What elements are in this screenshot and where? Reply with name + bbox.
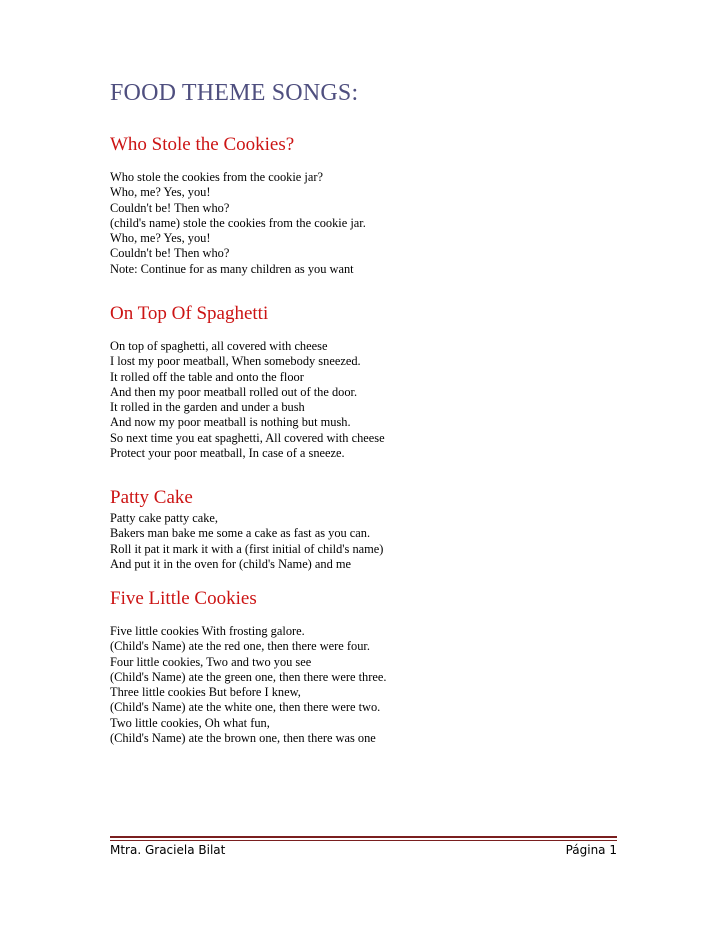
footer-author: Mtra. Graciela Bilat: [110, 843, 226, 857]
lyrics: [110, 511, 383, 572]
lyric-line: (Child's Name) ate the green one, then there were three.: [110, 669, 387, 684]
lyric-line: Two little cookies, Oh what fun,: [110, 715, 270, 730]
lyric-line: On top of spaghetti, all covered with cheese: [110, 339, 328, 353]
lyric-line: It rolled off the table and onto the floor: [110, 369, 304, 384]
footer-rule-thin: [110, 840, 617, 841]
lyrics: [110, 170, 366, 277]
lyric-line: And put it in the oven for (child's Name) and me: [110, 556, 352, 571]
lyric-line: (Child's Name) ate the white one, then there were two.: [110, 700, 381, 715]
lyric-line: (Child's Name) ate the brown one, then there was one: [110, 731, 376, 746]
lyric-line: Patty cake patty cake,: [110, 511, 219, 525]
lyric-line: Couldn't be! Then who?: [110, 246, 230, 261]
lyrics: [110, 624, 386, 746]
section-title: On Top Of Spaghetti: [110, 303, 269, 324]
lyric-line: Who stole the cookies from the cookie jar?: [110, 170, 323, 184]
lyric-line: Five little cookies With frosting galore.: [110, 624, 305, 638]
lyric-line: And then my poor meatball rolled out of the door.: [110, 384, 358, 399]
lyric-line: (child's name) stole the cookies from the cookie jar.: [110, 215, 366, 230]
lyric-line: Protect your poor meatball, In case of a sneeze.: [110, 446, 345, 461]
lyric-line: I lost my poor meatball, When somebody sneezed.: [110, 354, 361, 369]
lyric-line: Note: Continue for as many children as you want: [110, 261, 354, 276]
section-title: Patty Cake: [110, 487, 193, 508]
lyric-line: (Child's Name) ate the red one, then there were four.: [110, 639, 370, 654]
lyric-line: Couldn't be! Then who?: [110, 200, 230, 215]
lyric-line: Who, me? Yes, you!: [110, 231, 211, 246]
song-patty-cake: [110, 487, 383, 572]
lyric-line: Three little cookies But before I knew,: [110, 685, 301, 700]
song-who-stole-the-cookies: [110, 134, 366, 277]
lyric-line: Four little cookies, Two and two you see: [110, 654, 312, 669]
section-title: Who Stole the Cookies?: [110, 134, 295, 155]
lyric-line: Bakers man bake me some a cake as fast as you can.: [110, 526, 371, 541]
lyrics: [110, 339, 385, 461]
lyric-line: It rolled in the garden and under a bush: [110, 400, 305, 415]
page-title: FOOD THEME SONGS:: [110, 80, 359, 106]
lyric-line: Who, me? Yes, you!: [110, 185, 211, 200]
page-footer: [110, 843, 617, 857]
song-on-top-of-spaghetti: [110, 303, 385, 461]
footer-page-number: Página 1: [565, 843, 617, 857]
lyric-line: So next time you eat spaghetti, All covered with cheese: [110, 430, 385, 445]
section-title: Five Little Cookies: [110, 588, 257, 609]
lyric-line: And now my poor meatball is nothing but mush.: [110, 415, 351, 430]
song-five-little-cookies: [110, 588, 386, 746]
lyric-line: Roll it pat it mark it with a (first initial of child's name): [110, 541, 384, 556]
footer-rule: [110, 836, 617, 838]
